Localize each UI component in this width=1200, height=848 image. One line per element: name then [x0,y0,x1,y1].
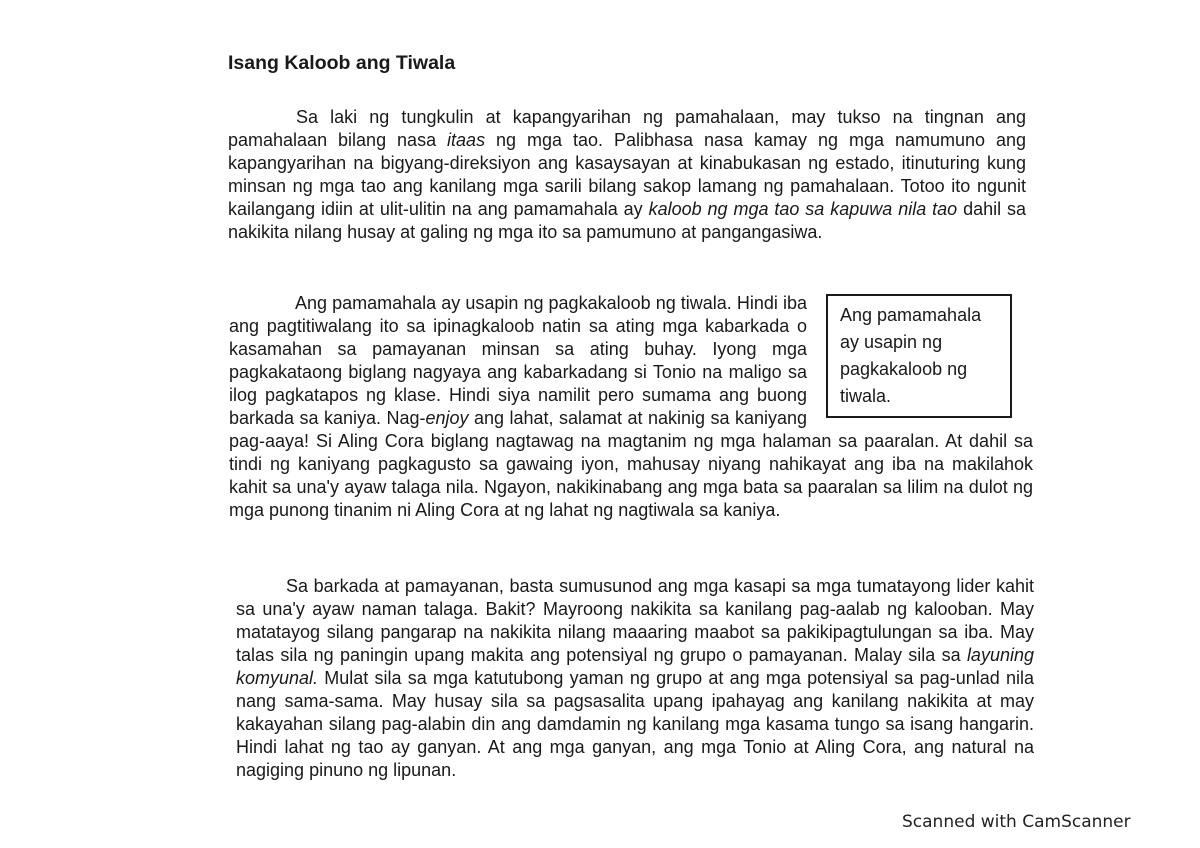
paragraph-1-italic-b: kaloob ng mga tao sa kapuwa nila tao [648,199,958,219]
paragraph-2-italic: enjoy [425,408,469,428]
paragraph-2-text-a: Ang pamamahala ay usapin ng pagkakaloob ng tiwala. Hindi iba ang pagtitiwalang ito sa ipinagkaloob natin sa ating mga kabarkada o kasamahan sa pamayanan minsan sa ating buhay. Iyong mga pagkakataong biglang nagyaya ang kabarkadang si Tonio na maligo sa ilog pagkatapos ng klase. Hindi siya namilit pero sumama ang buong barkada sa kaniya. Nag- [229,293,807,428]
document-title: Isang Kaloob ang Tiwala [228,52,456,74]
callout-box [826,294,1012,418]
paragraph-1-italic-a: itaas [447,130,486,150]
callout-line-4: tiwala. [840,386,892,406]
paragraph-1 [228,106,1026,244]
camscanner-watermark: Scanned with CamScanner [902,812,1131,832]
callout-line-3: pagkakaloob ng [840,359,968,379]
paragraph-2-text-b: ang lahat, salamat at nakinig sa kaniyang pag-aaya! Si Aling Cora biglang nagtawag na magtanim ng mga halaman sa paaralan. At dahil sa tindi ng kaniyang pagkagusto sa gawaing iyon, mahusay niyang nahikayat ang iba na makilahok kahit sa una'y ayaw talaga nila. Ngayon, nakikinabang ang mga bata sa paaralan sa lilim na dulot ng mga punong tinanim ni Aling Cora at ng lahat ng nagtiwala sa kaniya. [229,408,1033,520]
paragraph-3 [236,575,1034,782]
paragraph-1-text-a: Sa laki ng tungkulin at kapangyarihan ng pamahalaan, may tukso na tingnan ang pamahalaan bilang nasa [228,107,1026,150]
paragraph-1-text-b: ng mga tao. Palibhasa nasa kamay ng mga namumuno ang kapangyarihan na bigyang-direksiyon ang kasaysayan at kinabukasan ng estado, itinuturing kung minsan ng mga tao ang kanilang mga sarili bilang sakop lamang ng pamahalaan. Totoo ito ngunit kailangang idiin at ulit-ulitin na ang pamamahala ay [228,130,1026,219]
paragraph-3-italic: layuning komyunal. [236,645,1034,688]
callout-line-2: ay usapin ng [840,332,943,352]
paragraph-3-text-a: Sa barkada at pamayanan, basta sumusunod ang mga kasapi sa mga tumatayong lider kahit sa una'y ayaw naman talaga. Bakit? Mayroong nakikita sa kanilang pag-aalab ng kalooban. May matatayog silang pangarap na nakikita nilang maaaring maabot sa pakikipagtulungan sa iba. May talas sila ng paningin upang makita ang potensiyal ng grupo o pamayanan. Malay sila sa [236,576,1034,665]
callout-line-1: Ang pamamahala [840,305,982,325]
paragraph-3-text-b: Mulat sila sa mga katutubong yaman ng grupo at ang mga potensiyal sa pag-unlad nila nang sama-sama. May husay sila sa pagsasalita upang ipahayag ang kanilang nakikita at may kakayahan silang pag-alabin din ang damdamin ng kanilang mga kasama tungo sa isang hangarin. Hindi lahat ng tao ay ganyan. At ang mga ganyan, ang mga Tonio at Aling Cora, ang natural na nagiging pinuno ng lipunan. [236,668,1034,780]
paragraph-1-text-c: dahil sa nakikita nilang husay at galing ng mga ito sa pamumuno at pangangasiwa. [228,199,1027,242]
